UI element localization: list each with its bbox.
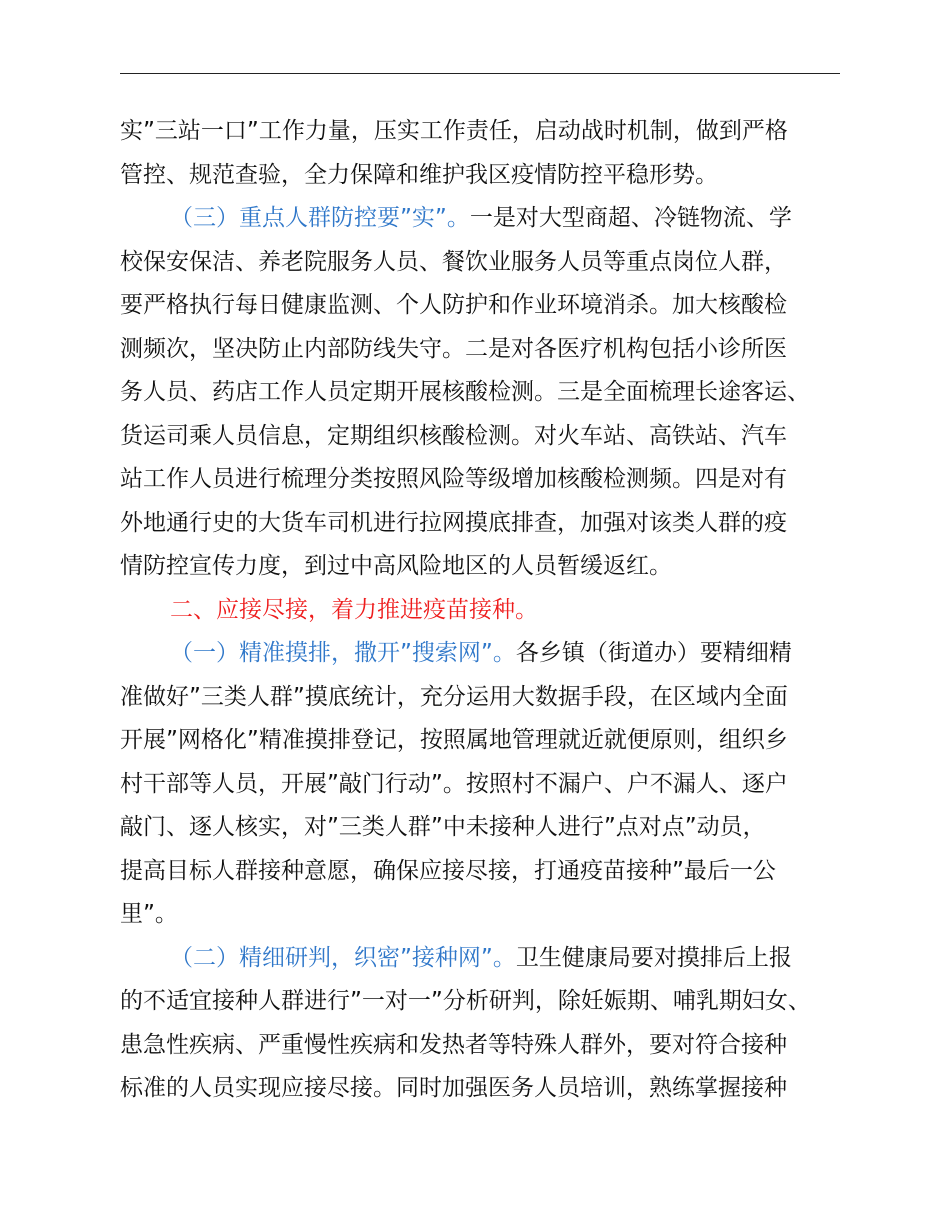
body-line: 的不适宜接种人群进行”一对一”分析研判，除妊娠期、哺乳期妇女、 — [120, 988, 811, 1014]
subheading-line — [120, 937, 860, 981]
body-line: 标准的人员实现应接尽接。同时加强医务人员培训，熟练掌握接种 — [120, 1075, 787, 1101]
body-line: 外地通行史的大货车司机进行拉网摸底排查，加强对该类人群的疫 — [120, 509, 787, 536]
body-line: 测频次，坚决防止内部防线失守。二是对各医疗机构包括小诊所医 — [120, 335, 787, 362]
body-line: 患急性疾病、严重慢性疾病和发热者等特殊人群外，要对符合接种 — [120, 1031, 787, 1058]
header-rule — [120, 73, 840, 74]
body-line: 提高目标人群接种意愿，确保应接尽接，打通疫苗接种”最后一公 — [120, 857, 776, 884]
body-text: 一是对大型商超、冷链物流、学 — [469, 205, 792, 231]
body-text: 各乡镇（街道办）要精细精 — [515, 640, 792, 666]
body-line: 开展”网格化”精准摸排登记，按照属地管理就近就便原则，组织乡 — [120, 727, 788, 753]
subheading-line — [120, 632, 860, 676]
body-line: 务人员、药店工作人员定期开展核酸检测。三是全面梳理长途客运、 — [120, 379, 810, 405]
subheading-line — [120, 197, 860, 241]
subheading-text: （三）重点人群防控要”实”。 — [170, 205, 470, 231]
subheading-text: （一）精准摸排，撒开”搜索网”。 — [170, 640, 516, 666]
subheading-text: （二）精细研判，织密”接种网”。 — [170, 944, 516, 971]
body-line: 准做好”三类人群”摸底统计，充分运用大数据手段，在区域内全面 — [120, 683, 788, 710]
body-line: 情防控宣传力度，到过中高风险地区的人员暂缓返红。 — [120, 553, 672, 579]
section-heading: 二、应接尽接，着力推进疫苗接种。 — [170, 596, 538, 623]
body-line: 货运司乘人员信息，定期组织核酸检测。对火车站、高铁站、汽车 — [120, 422, 787, 449]
body-line: 村干部等人员，开展”敲门行动”。按照村不漏户、户不漏人、逐户 — [120, 770, 788, 797]
body-line: 里”。 — [120, 901, 178, 927]
document-body — [120, 110, 860, 1111]
body-text: 卫生健康局要对摸排后上报 — [515, 944, 792, 971]
body-line: 敲门、逐人核实，对”三类人群”中未接种人进行”点对点”动员， — [120, 814, 766, 840]
body-line: 要严格执行每日健康监测、个人防护和作业环境消杀。加大核酸检 — [120, 292, 787, 318]
body-line: 实”三站一口”工作力量，压实工作责任，启动战时机制，做到严格 — [120, 118, 788, 144]
body-line: 管控、规范查验，全力保障和维护我区疫情防控平稳形势。 — [120, 161, 718, 188]
body-line: 校保安保洁、养老院服务人员、餐饮业服务人员等重点岗位人群， — [120, 248, 787, 275]
body-line: 站工作人员进行梳理分类按照风险等级增加核酸检测频。四是对有 — [120, 466, 787, 492]
